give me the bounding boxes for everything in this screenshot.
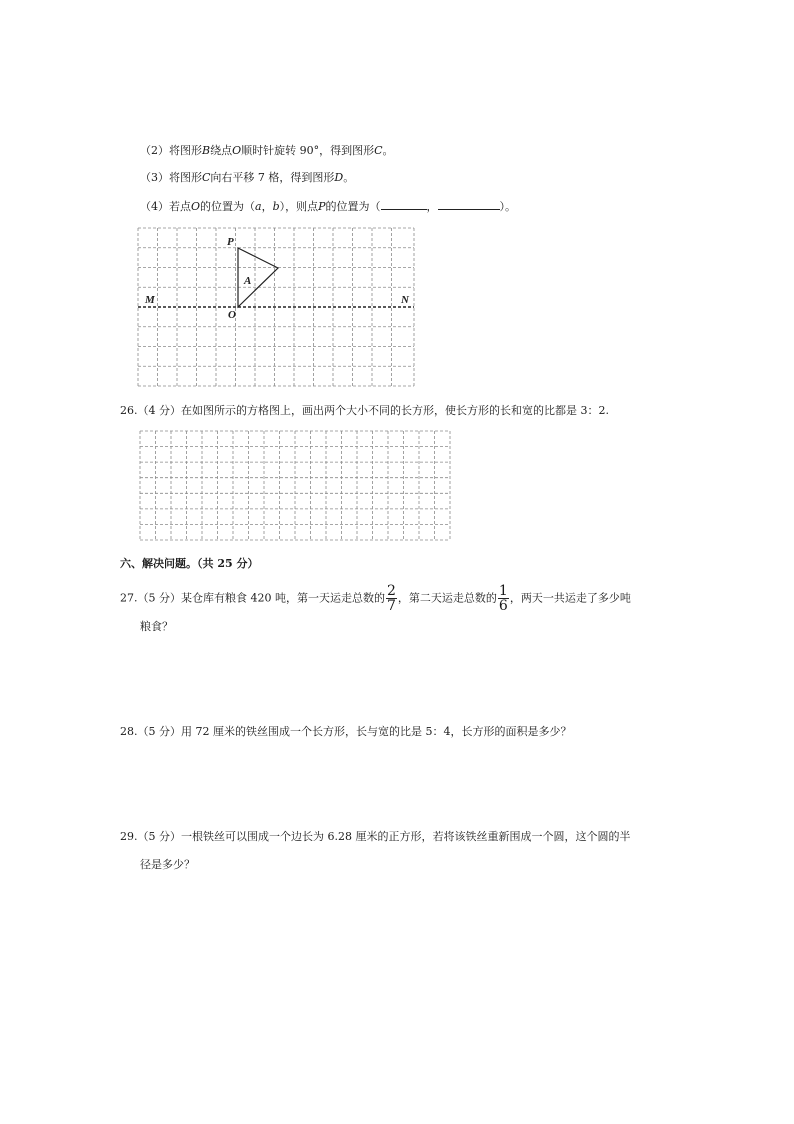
section-6-title: 六、解决问题。（共 25 分） xyxy=(120,557,259,570)
q25-sub3: （3）将图形C向右平移 7 格，得到图形D。 xyxy=(140,171,355,184)
q27-line1: 27.（5 分）某仓库有粮食 420 吨，第一天运走总数的 $\frac{2}{7}$ ，第二天运走总数的 $\frac{1}{6}$ ，两天一共运走了多少吨 xyxy=(120,583,631,614)
label-a: A xyxy=(244,275,252,287)
q28-text: 28.（5 分）用 72 厘米的铁丝围成一个长方形，长与宽的比是 5：4，长方形的面积是多少？ xyxy=(120,725,572,738)
label-m: M xyxy=(145,294,155,306)
fraction-1-6: $\frac{1}{6}$ xyxy=(498,583,508,614)
q29-line1: 29.（5 分）一根铁丝可以围成一个边长为 6.28 厘米的正方形，若将该铁丝重新围成一个圆，这个圆的半 xyxy=(120,830,631,843)
q26-grid[interactable] xyxy=(0,0,794,560)
q29-line2: 径是多少？ xyxy=(140,858,195,871)
q25-sub2: （2）将图形B绕点O顺时针旋转 90°，得到图形C。 xyxy=(140,144,394,157)
label-p: P xyxy=(227,236,234,248)
q27-line2: 粮食？ xyxy=(140,620,173,633)
label-o: O xyxy=(228,309,236,321)
q26-text: 26.（4 分）在如图所示的方格图上，画出两个大小不同的长方形，使长方形的长和宽的比都是 3：2. xyxy=(120,404,609,417)
label-n: N xyxy=(401,294,409,306)
q25-sub4: （4）若点O的位置为（a，b），则点P的位置为（ ， ）。 xyxy=(140,197,516,215)
fraction-2-7: $\frac{2}{7}$ xyxy=(386,583,396,614)
